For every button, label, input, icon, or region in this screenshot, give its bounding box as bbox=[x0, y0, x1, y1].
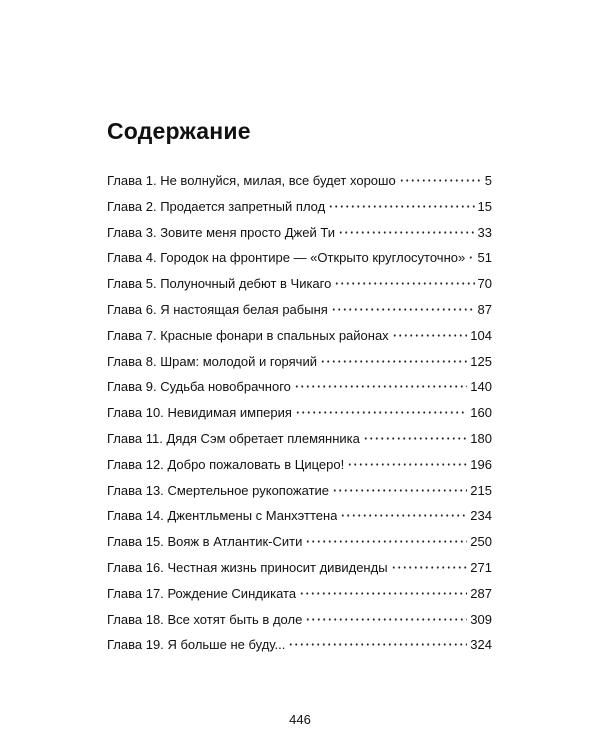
toc-page-number: 87 bbox=[477, 301, 492, 317]
toc-chapter-title: Вояж в Атлантик-Сити bbox=[167, 534, 303, 550]
toc-entry-text bbox=[107, 457, 344, 472]
toc-page-number: 287 bbox=[470, 585, 492, 601]
toc-chapter-title: Шрам: молодой и горячий bbox=[160, 353, 317, 369]
dot-leader bbox=[288, 633, 467, 646]
dot-leader bbox=[331, 298, 475, 311]
toc-chapter-number: Глава 12. bbox=[107, 456, 164, 472]
toc-chapter-title: Зовите меня просто Джей Ти bbox=[160, 224, 335, 240]
toc-entry-text bbox=[107, 483, 329, 498]
dot-leader bbox=[363, 427, 467, 440]
toc-chapter-title: Полуночный дебют в Чикаго bbox=[160, 276, 332, 292]
dot-leader bbox=[295, 401, 467, 414]
toc-page-number: 271 bbox=[470, 559, 492, 575]
toc-chapter-number: Глава 5. bbox=[107, 276, 157, 292]
toc-page-number: 215 bbox=[470, 482, 492, 498]
dot-leader bbox=[392, 324, 468, 337]
toc-page-number: 70 bbox=[477, 276, 492, 292]
toc-entry-text bbox=[107, 276, 331, 291]
dot-leader bbox=[468, 246, 474, 259]
toc-page-number: 324 bbox=[470, 637, 492, 653]
dot-leader bbox=[299, 582, 467, 595]
toc-chapter-number: Глава 13. bbox=[107, 482, 164, 498]
toc-chapter-title: Невидимая империя bbox=[167, 405, 292, 421]
toc-entry-text bbox=[107, 302, 328, 317]
toc-chapter-number: Глава 18. bbox=[107, 611, 164, 627]
toc-chapter-number: Глава 17. bbox=[107, 585, 164, 601]
toc-page-number: 51 bbox=[477, 250, 492, 266]
toc-chapter-title: Красные фонари в спальных районах bbox=[160, 327, 389, 343]
toc-chapter-number: Глава 10. bbox=[107, 405, 164, 421]
toc-page-number: 15 bbox=[477, 198, 492, 214]
toc-chapter-number: Глава 15. bbox=[107, 534, 164, 550]
toc-chapter-title: Дядя Сэм обретает племянника bbox=[166, 430, 360, 446]
toc-page-number: 234 bbox=[470, 508, 492, 524]
toc-chapter-title: Судьба новобрачного bbox=[160, 379, 291, 395]
toc-entry-text bbox=[107, 354, 317, 369]
dot-leader bbox=[305, 608, 467, 621]
toc-chapter-title: Не волнуйся, милая, все будет хорошо bbox=[160, 173, 396, 188]
toc-chapter-title: Смертельное рукопожатие bbox=[167, 482, 330, 498]
dot-leader bbox=[332, 479, 467, 492]
toc-chapter-title: Я настоящая белая рабыня bbox=[160, 301, 328, 317]
toc-page-number: 33 bbox=[477, 224, 492, 240]
toc-entry-text bbox=[107, 534, 302, 549]
toc-chapter-number: Глава 6. bbox=[107, 301, 157, 317]
toc-chapter-number: Глава 1. bbox=[107, 173, 157, 188]
toc-entry-text bbox=[107, 379, 291, 394]
dot-leader bbox=[320, 350, 467, 363]
toc-chapter-number: Глава 3. bbox=[107, 224, 157, 240]
toc-entry-text bbox=[107, 405, 292, 420]
table-of-contents bbox=[107, 172, 492, 662]
toc-chapter-title: Честная жизнь приносит дивиденды bbox=[167, 559, 388, 575]
page-number: 446 bbox=[289, 712, 311, 727]
dot-leader bbox=[347, 453, 467, 466]
toc-page-number: 125 bbox=[470, 353, 492, 369]
toc-chapter-title: Продается запретный плод bbox=[160, 198, 326, 214]
toc-chapter-title: Городок на фронтире — «Открыто круглосуточно» bbox=[160, 250, 466, 266]
toc-entry-text bbox=[107, 612, 302, 627]
dot-leader bbox=[399, 169, 482, 182]
toc-entry-text bbox=[107, 637, 285, 652]
toc-chapter-number: Глава 7. bbox=[107, 327, 157, 343]
toc-entry-text bbox=[107, 173, 396, 188]
dot-leader bbox=[334, 272, 474, 285]
page-title: Содержание bbox=[107, 118, 251, 144]
toc-chapter-title: Рождение Синдиката bbox=[167, 585, 297, 601]
dot-leader bbox=[294, 375, 467, 388]
dot-leader bbox=[328, 195, 474, 208]
toc-chapter-number: Глава 8. bbox=[107, 353, 157, 369]
toc-chapter-number: Глава 14. bbox=[107, 508, 164, 524]
toc-page-number: 250 bbox=[470, 534, 492, 550]
toc-chapter-title: Джентльмены с Манхэттена bbox=[167, 508, 338, 524]
dot-leader bbox=[391, 556, 468, 569]
toc-entry-text bbox=[107, 225, 335, 240]
toc-entry-text bbox=[107, 199, 325, 214]
toc-chapter-title: Добро пожаловать в Цицеро! bbox=[167, 456, 345, 472]
toc-entry-text bbox=[107, 431, 360, 446]
toc-page-number: 104 bbox=[470, 327, 492, 343]
toc-chapter-number: Глава 2. bbox=[107, 198, 157, 214]
toc-page-number: 160 bbox=[470, 405, 492, 421]
toc-entry bbox=[107, 224, 492, 250]
toc-page-number: 180 bbox=[470, 430, 492, 446]
toc-chapter-title: Я больше не буду... bbox=[167, 637, 286, 653]
toc-chapter-number: Глава 4. bbox=[107, 250, 157, 266]
toc-entry-text bbox=[107, 250, 465, 265]
toc-chapter-title: Все хотят быть в доле bbox=[167, 611, 303, 627]
toc-chapter-number: Глава 16. bbox=[107, 559, 164, 575]
toc-chapter-number: Глава 9. bbox=[107, 379, 157, 395]
toc-page-number: 309 bbox=[470, 611, 492, 627]
dot-leader bbox=[338, 221, 475, 234]
toc-chapter-number: Глава 19. bbox=[107, 637, 164, 653]
toc-chapter-number: Глава 11. bbox=[107, 430, 163, 446]
toc-entry-text bbox=[107, 586, 296, 601]
toc-entry-text bbox=[107, 560, 388, 575]
toc-entry bbox=[107, 636, 492, 662]
toc-page-number: 140 bbox=[470, 379, 492, 395]
toc-page-number: 5 bbox=[484, 173, 492, 188]
toc-entry-text bbox=[107, 328, 389, 343]
dot-leader bbox=[305, 530, 467, 543]
toc-page-number: 196 bbox=[470, 456, 492, 472]
dot-leader bbox=[340, 504, 467, 517]
toc-entry-text bbox=[107, 508, 337, 523]
